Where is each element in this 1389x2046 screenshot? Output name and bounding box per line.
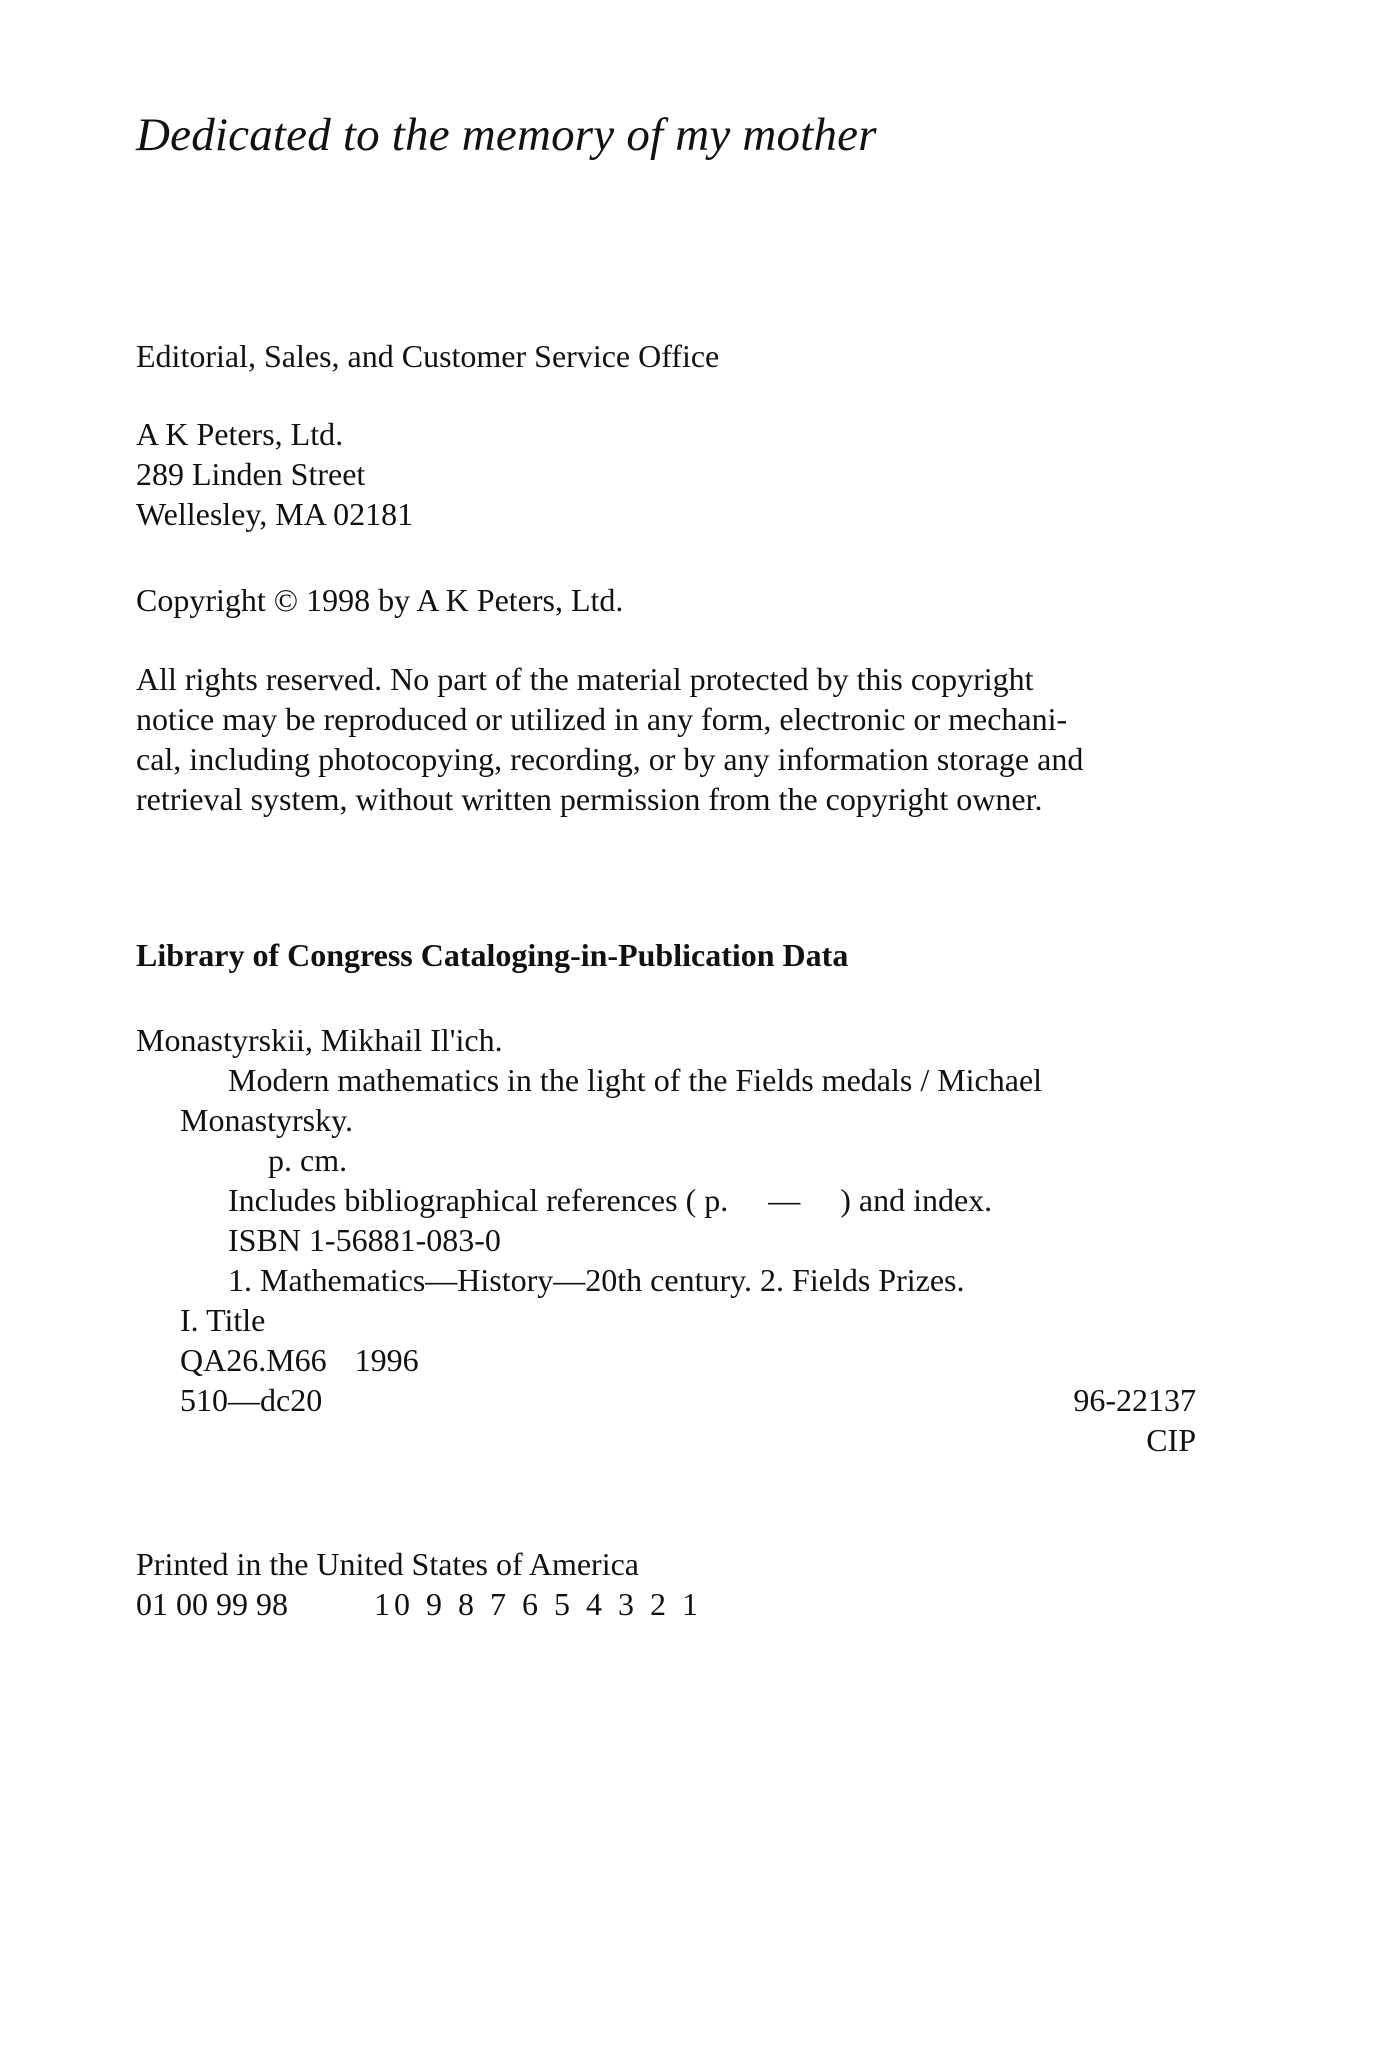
publisher-address <box>136 414 413 534</box>
cip-dewey-row <box>136 1380 1196 1420</box>
printed-country: Printed in the United States of America <box>136 1546 639 1582</box>
publisher-name: A K Peters, Ltd. <box>136 416 344 452</box>
cip-isbn: ISBN 1-56881-083-0 <box>228 1222 501 1258</box>
cip-heading: Library of Congress Cataloging-in-Publication Data <box>136 937 849 973</box>
cip-bibliography-dash: — <box>768 1182 801 1218</box>
cip-title-entry: I. Title <box>180 1302 266 1338</box>
cip-record <box>136 1020 1196 1460</box>
cip-bibliography-end: ) and index. <box>840 1182 993 1218</box>
rights-line: retrieval system, without written permission from the copyright owner. <box>136 781 1043 817</box>
cip-dewey: 510—dc20 <box>180 1382 323 1418</box>
office-heading: Editorial, Sales, and Customer Service Office <box>136 338 720 374</box>
printing-series: 10 9 8 7 6 5 4 3 2 1 <box>374 1586 702 1622</box>
copyright-notice: Copyright © 1998 by A K Peters, Ltd. <box>136 582 624 618</box>
cip-label-row <box>136 1420 1196 1460</box>
cip-lc-year: 1996 <box>354 1342 419 1378</box>
cip-label: CIP <box>1146 1422 1196 1458</box>
cip-subjects: 1. Mathematics—History—20th century. 2. Fields Prizes. <box>228 1262 965 1298</box>
publisher-city: Wellesley, MA 02181 <box>136 496 414 532</box>
rights-line: notice may be reproduced or utilized in any form, electronic or mechani- <box>136 701 1068 737</box>
dedication: Dedicated to the memory of my mother <box>136 109 877 161</box>
cip-bibliography-start: Includes bibliographical references ( p. <box>228 1182 729 1218</box>
cip-physical: p. cm. <box>268 1142 348 1178</box>
cip-author: Monastyrskii, Mikhail Il'ich. <box>136 1022 503 1058</box>
publisher-street: 289 Linden Street <box>136 456 366 492</box>
printing-numbers <box>136 1584 702 1624</box>
rights-line: All rights reserved. No part of the material protected by this copyright <box>136 661 1034 697</box>
rights-notice <box>136 659 1083 819</box>
cip-title-line1: Modern mathematics in the light of the Fields medals / Michael <box>228 1062 1043 1098</box>
cip-lccn: 96-22137 <box>1073 1382 1196 1418</box>
printing-info <box>136 1544 702 1624</box>
cip-lc-class <box>136 1340 1196 1380</box>
rights-line: cal, including photocopying, recording, or by any information storage and <box>136 741 1084 777</box>
cip-title-line2: Monastyrsky. <box>180 1102 354 1138</box>
cip-bibliography <box>136 1180 1196 1220</box>
cip-lc-number: QA26.M66 <box>180 1342 327 1378</box>
printing-years: 01 00 99 98 <box>136 1586 288 1622</box>
